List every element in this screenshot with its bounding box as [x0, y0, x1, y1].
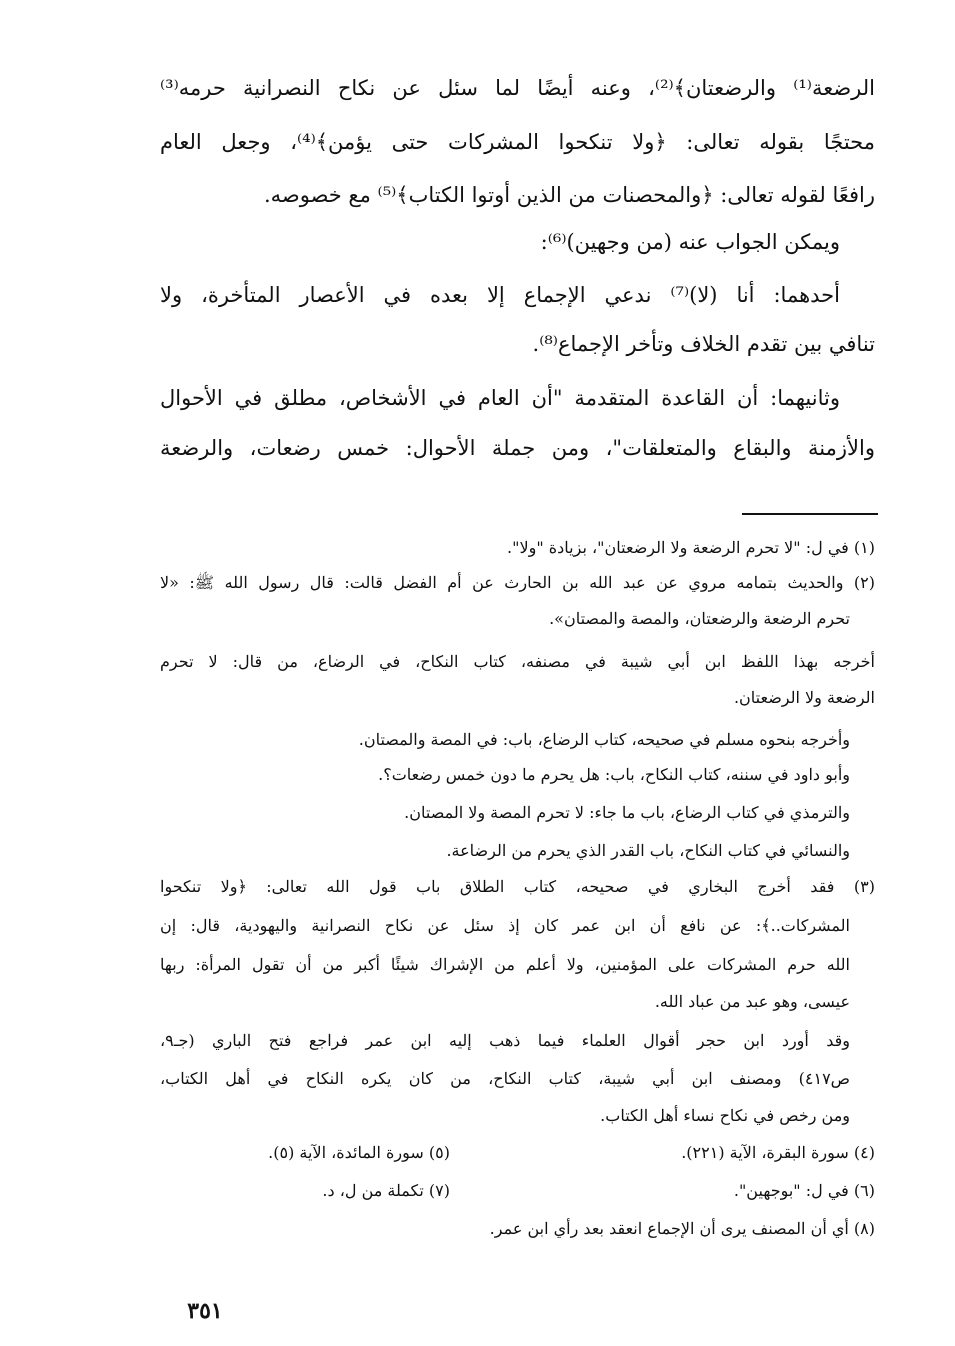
footnote-7: (٧) تكملة من ل، د. [322, 1181, 450, 1200]
footnote-line: وأخرجه بنحوه مسلم في صحيحه، كتاب الرضاع، باب: في المصة والمصتان. [358, 730, 850, 749]
main-text-line: الرضعة⁽¹⁾ والرضعتان﴾⁽²⁾، وعنه أيضًا لما سئل عن نكاح النصرانية حرمه⁽³⁾ [160, 76, 875, 100]
main-text-line: تنافي بين تقدم الخلاف وتأخر الإجماع⁽⁸⁾. [532, 332, 875, 356]
main-text-line: وثانيهما: أن القاعدة المتقدمة "أن العام في الأشخاص، مطلق في الأحوال [160, 386, 840, 410]
footnote-line: (٢) والحديث بتمامه مروي عن عبد الله بن الحارث عن أم الفضل قالت: قال رسول الله ﷺ: «لا [160, 573, 875, 592]
footnote-line: أخرجه بهذا اللفظ ابن أبي شيبة في مصنفه، كتاب النكاح، في الرضاع، من قال: لا تحرم [160, 652, 875, 671]
footnote-line: وأبو داود في سننه، كتاب النكاح، باب: هل يحرم ما دون خمس رضعات؟. [378, 765, 850, 784]
footnote-8: (٨) أي أن المصنف يرى أن الإجماع انعقد بعد رأي ابن عمر. [489, 1219, 875, 1238]
footnote-line: عيسى، وهو عبد من عباد الله. [654, 992, 850, 1011]
footnote-line: المشركات..﴾: عن نافع أن ابن عمر كان إذ سئل عن نكاح النصرانية واليهودية، قال: إن [160, 916, 850, 935]
footnote-line: ومن رخص في نكاح نساء أهل الكتاب. [600, 1106, 850, 1125]
footnote-line: (١) في ل: "لا تحرم الرضعة ولا الرضعتان"، بزيادة "ولا". [507, 538, 875, 557]
main-text-line: رافعًا لقوله تعالى: ﴿والمحصنات من الذين أوتوا الكتاب﴾⁽⁵⁾ مع خصوصه. [263, 183, 875, 207]
page-number: ٣٥١ [187, 1298, 223, 1324]
main-text-line: ويمكن الجواب عنه (من وجهين)⁽⁶⁾: [540, 230, 840, 254]
footnote-line: ص٤١٧) ومصنف ابن أبي شيبة، كتاب النكاح، من كان يكره النكاح في أهل الكتاب، [160, 1069, 850, 1088]
footnote-4: (٤) سورة البقرة، الآية (٢٢١). [681, 1143, 875, 1162]
main-text-line: محتجًا بقوله تعالى: ﴿ولا تنكحوا المشركات حتى يؤمن﴾⁽⁴⁾، وجعل العام [160, 130, 875, 154]
footnote-line: والترمذي في كتاب الرضاع، باب ما جاء: لا تحرم المصة ولا المصتان. [404, 803, 850, 822]
footnote-line: وقد أورد ابن حجر أقوال العلماء فيما ذهب إليه ابن عمر فراجع فتح الباري (جـ٩، [160, 1031, 850, 1050]
main-text-line: أحدهما: أنا (لا)⁽⁷⁾ ندعي الإجماع إلا بعده في الأعصار المتأخرة، ولا [160, 283, 840, 307]
footnote-line: والنسائي في كتاب النكاح، باب القدر الذي يحرم من الرضاعة. [446, 841, 850, 860]
main-text-line: والأزمنة والبقاع والمتعلقات"، ومن جملة الأحوال: خمس رضعات، والرضعة [160, 436, 875, 460]
footnote-line: تحرم الرضعة والرضعتان، والمصة والمصتان». [549, 609, 850, 628]
footnote-6: (٦) في ل: "بوجهين". [733, 1181, 875, 1200]
footnote-line: (٣) فقد أخرج البخاري في صحيحه، كتاب الطلاق باب قول الله تعالى: ﴿ولا تنكحوا [160, 877, 875, 896]
footnote-line: الرضعة ولا الرضعتان. [733, 688, 875, 707]
footnote-5: (٥) سورة المائدة، الآية (٥). [268, 1143, 450, 1162]
footnote-separator [742, 513, 878, 515]
footnote-line: الله حرم المشركات على المؤمنين، ولا أعلم من الإشراك شيئًا أكبر من أن تقول المرأة: ربها [160, 955, 850, 974]
